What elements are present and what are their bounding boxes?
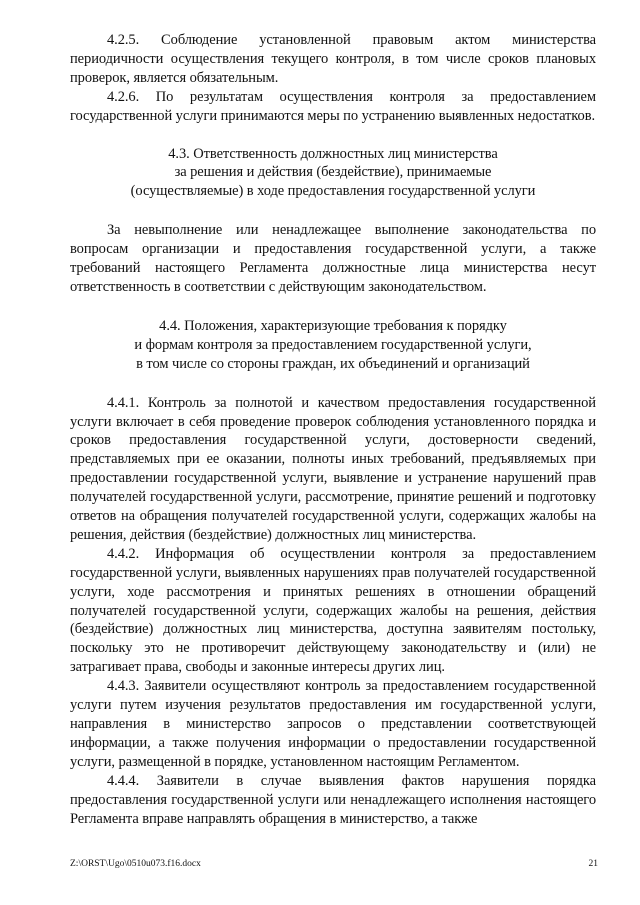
- heading-line: 4.4. Положения, характеризующие требования к порядку: [159, 317, 507, 334]
- paragraph-4-2-5: 4.2.5. Соблюдение установленной правовым актом министерства периодичности осуществления текущего контроля, в том числе сроков плановых проверок, является обязательным.: [70, 32, 596, 86]
- heading-line: (осуществляемые) в ходе предоставления государственной услуги: [130, 183, 536, 200]
- heading-line: и формам контроля за предоставлением государственной услуги,: [134, 336, 532, 353]
- page-footer: [70, 858, 598, 870]
- spacer: [70, 201, 596, 221]
- section-heading-4-4: [70, 317, 596, 374]
- paragraph-4-4-1: 4.4.1. Контроль за полнотой и качеством предоставления государственной услуги включает в себя проведение проверок соблюдения установленного порядка и сроков предоставления государственной услуги, достоверности сведений, представляемых при ее оказании, полноты иных требований, предъявляемых при предоставлении государственной услуги, выявление и устранение нарушений прав получателей государственной услуги, рассмотрение, принятие решений и подготовку ответов на обращения получателей государственной услуги, содержащих жалобы на решения, действия (бездействие) должностных лиц министерства.: [70, 394, 596, 543]
- paragraph-4-4-3: 4.4.3. Заявители осуществляют контроль за предоставлением государственной услуги путем изучения результатов предоставления им государственной услуги, направления в министерство запросов о представлении соответствующей информации, а также получения информации о предоставлении государственной услуги, размещенной в порядке, установленном настоящим Регламентом.: [70, 678, 596, 770]
- spacer: [70, 374, 596, 394]
- section-heading-4-3: [70, 145, 596, 202]
- paragraph-4-3: За невыполнение или ненадлежащее выполнение законодательства по вопросам организации и предоставления государственной услуги, а также требований настоящего Регламента должностные лица министерства несут ответственность в соответствии с действующим законодательством.: [70, 222, 596, 295]
- file-path: Z:\ORST\Ugo\0510u073.f16.docx: [70, 859, 201, 869]
- heading-line: в том числе со стороны граждан, их объединений и организаций: [136, 355, 530, 372]
- paragraph-4-4-4: 4.4.4. Заявители в случае выявления фактов нарушения порядка предоставления государственной услуги или ненадлежащего исполнения настоящего Регламента вправе направлять обращения в министерство, а также: [70, 772, 596, 827]
- spacer: [70, 297, 596, 317]
- spacer: [70, 126, 596, 145]
- page-body: [70, 31, 596, 828]
- page-number: 21: [588, 859, 598, 869]
- heading-line: 4.3. Ответственность должностных лиц министерства: [168, 145, 498, 162]
- paragraph-4-2-6: 4.2.6. По результатам осуществления контроля за предоставлением государственной услуги принимаются меры по устранению выявленных недостатков.: [70, 88, 596, 124]
- heading-line: за решения и действия (бездействие), принимаемые: [174, 164, 492, 181]
- paragraph-4-4-2: 4.4.2. Информация об осуществлении контроля за предоставлением государственной услуги, выявленных нарушениях прав получателей государственной услуги, ходе рассмотрения и принятых решениях в отношении обращений получателей государственной услуги, содержащих жалобы на решения, действия (бездействие) должностных лиц министерства, доступна заявителям постольку, поскольку это не противоречит действующему законодательству и (или) не затрагивает права, свободы и законные интересы других лиц.: [70, 545, 596, 676]
